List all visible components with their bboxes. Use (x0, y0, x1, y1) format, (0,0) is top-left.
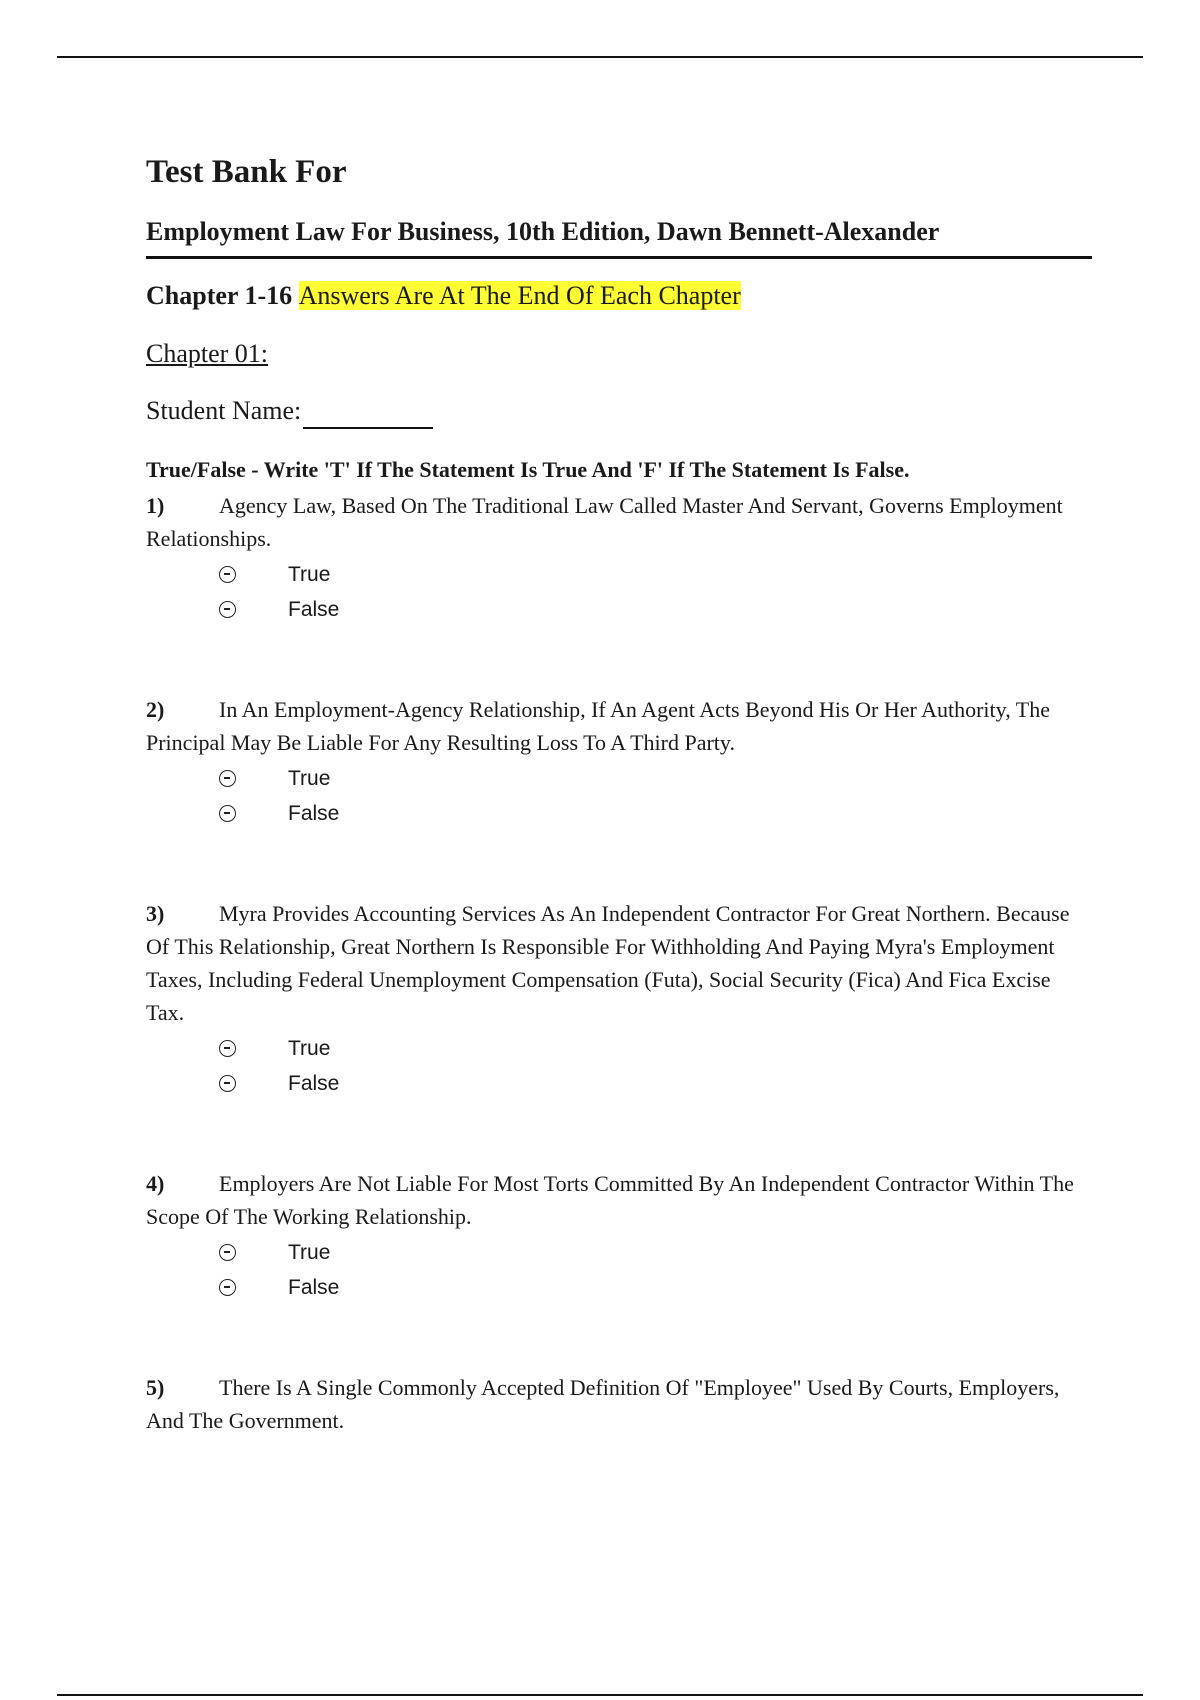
radio-button-icon[interactable] (219, 805, 236, 822)
answer-option-label: True (288, 562, 331, 586)
question-body: Myra Provides Accounting Services As An Independent Contractor For Great Northern. Because Of This Relationship, Great Northern Is Responsible For Withholding And Paying Myra's Employment Taxes, Including Federal Unemployment Compensation (Futa), Social Security (Fica) And Fica Excise Tax. (146, 901, 1070, 1025)
question-item (146, 693, 1092, 831)
answer-option-label: False (288, 597, 340, 621)
answer-options (146, 557, 1092, 627)
question-number: 4) (146, 1171, 165, 1196)
bottom-divider (57, 1694, 1143, 1696)
answer-options (146, 761, 1092, 831)
answer-option-label: False (288, 1071, 340, 1095)
question-number: 1) (146, 493, 165, 518)
answer-option[interactable] (146, 761, 1092, 796)
question-number: 2) (146, 697, 165, 722)
question-item (146, 1371, 1092, 1437)
chapter-label: Chapter 01: (146, 339, 269, 368)
instructions: True/False - Write 'T' If The Statement Is True And 'F' If The Statement Is False. (146, 457, 910, 482)
answer-option[interactable] (146, 1270, 1092, 1305)
book-title: Employment Law For Business, 10th Edition, Dawn Bennett-Alexander (146, 216, 1092, 259)
answer-option[interactable] (146, 1235, 1092, 1270)
top-divider (57, 56, 1143, 58)
question-text (146, 1371, 1092, 1437)
answer-option-label: True (288, 1036, 331, 1060)
radio-button-icon[interactable] (219, 1075, 236, 1092)
question-item (146, 1167, 1092, 1305)
document-page (146, 148, 1092, 1437)
student-name-row (146, 393, 1092, 429)
answer-option-label: True (288, 766, 331, 790)
question-item (146, 897, 1092, 1101)
question-item (146, 489, 1092, 627)
question-text (146, 897, 1092, 1029)
question-list (146, 489, 1092, 1437)
question-number: 3) (146, 901, 165, 926)
answer-options (146, 1031, 1092, 1101)
question-body: There Is A Single Commonly Accepted Definition Of "Employee" Used By Courts, Employers, And The Government. (146, 1375, 1060, 1433)
radio-button-icon[interactable] (219, 1279, 236, 1296)
radio-button-icon[interactable] (219, 770, 236, 787)
answer-option[interactable] (146, 1066, 1092, 1101)
question-text (146, 693, 1092, 759)
radio-button-icon[interactable] (219, 566, 236, 583)
answer-option-label: False (288, 801, 340, 825)
student-name-label: Student Name: (146, 396, 302, 425)
question-text (146, 1167, 1092, 1233)
question-body: Agency Law, Based On The Traditional Law Called Master And Servant, Governs Employment Relationships. (146, 493, 1063, 551)
answer-option-label: False (288, 1275, 340, 1299)
answer-options (146, 1235, 1092, 1305)
answer-option[interactable] (146, 592, 1092, 627)
chapter-range-prefix: Chapter 1-16 (146, 281, 293, 310)
answer-option[interactable] (146, 557, 1092, 592)
question-text (146, 489, 1092, 555)
answer-option[interactable] (146, 796, 1092, 831)
question-number: 5) (146, 1375, 165, 1400)
question-body: Employers Are Not Liable For Most Torts Committed By An Independent Contractor Within The Scope Of The Working Relationship. (146, 1171, 1074, 1229)
student-name-blank[interactable] (303, 397, 433, 429)
radio-button-icon[interactable] (219, 1040, 236, 1057)
radio-button-icon[interactable] (219, 601, 236, 618)
document-title: Test Bank For (146, 154, 347, 190)
answer-option[interactable] (146, 1031, 1092, 1066)
chapter-range-heading (146, 277, 1092, 315)
radio-button-icon[interactable] (219, 1244, 236, 1261)
answers-note-highlight: Answers Are At The End Of Each Chapter (298, 281, 741, 310)
answer-option-label: True (288, 1240, 331, 1264)
question-body: In An Employment-Agency Relationship, If An Agent Acts Beyond His Or Her Authority, The Principal May Be Liable For Any Resulting Loss To A Third Party. (146, 697, 1051, 755)
